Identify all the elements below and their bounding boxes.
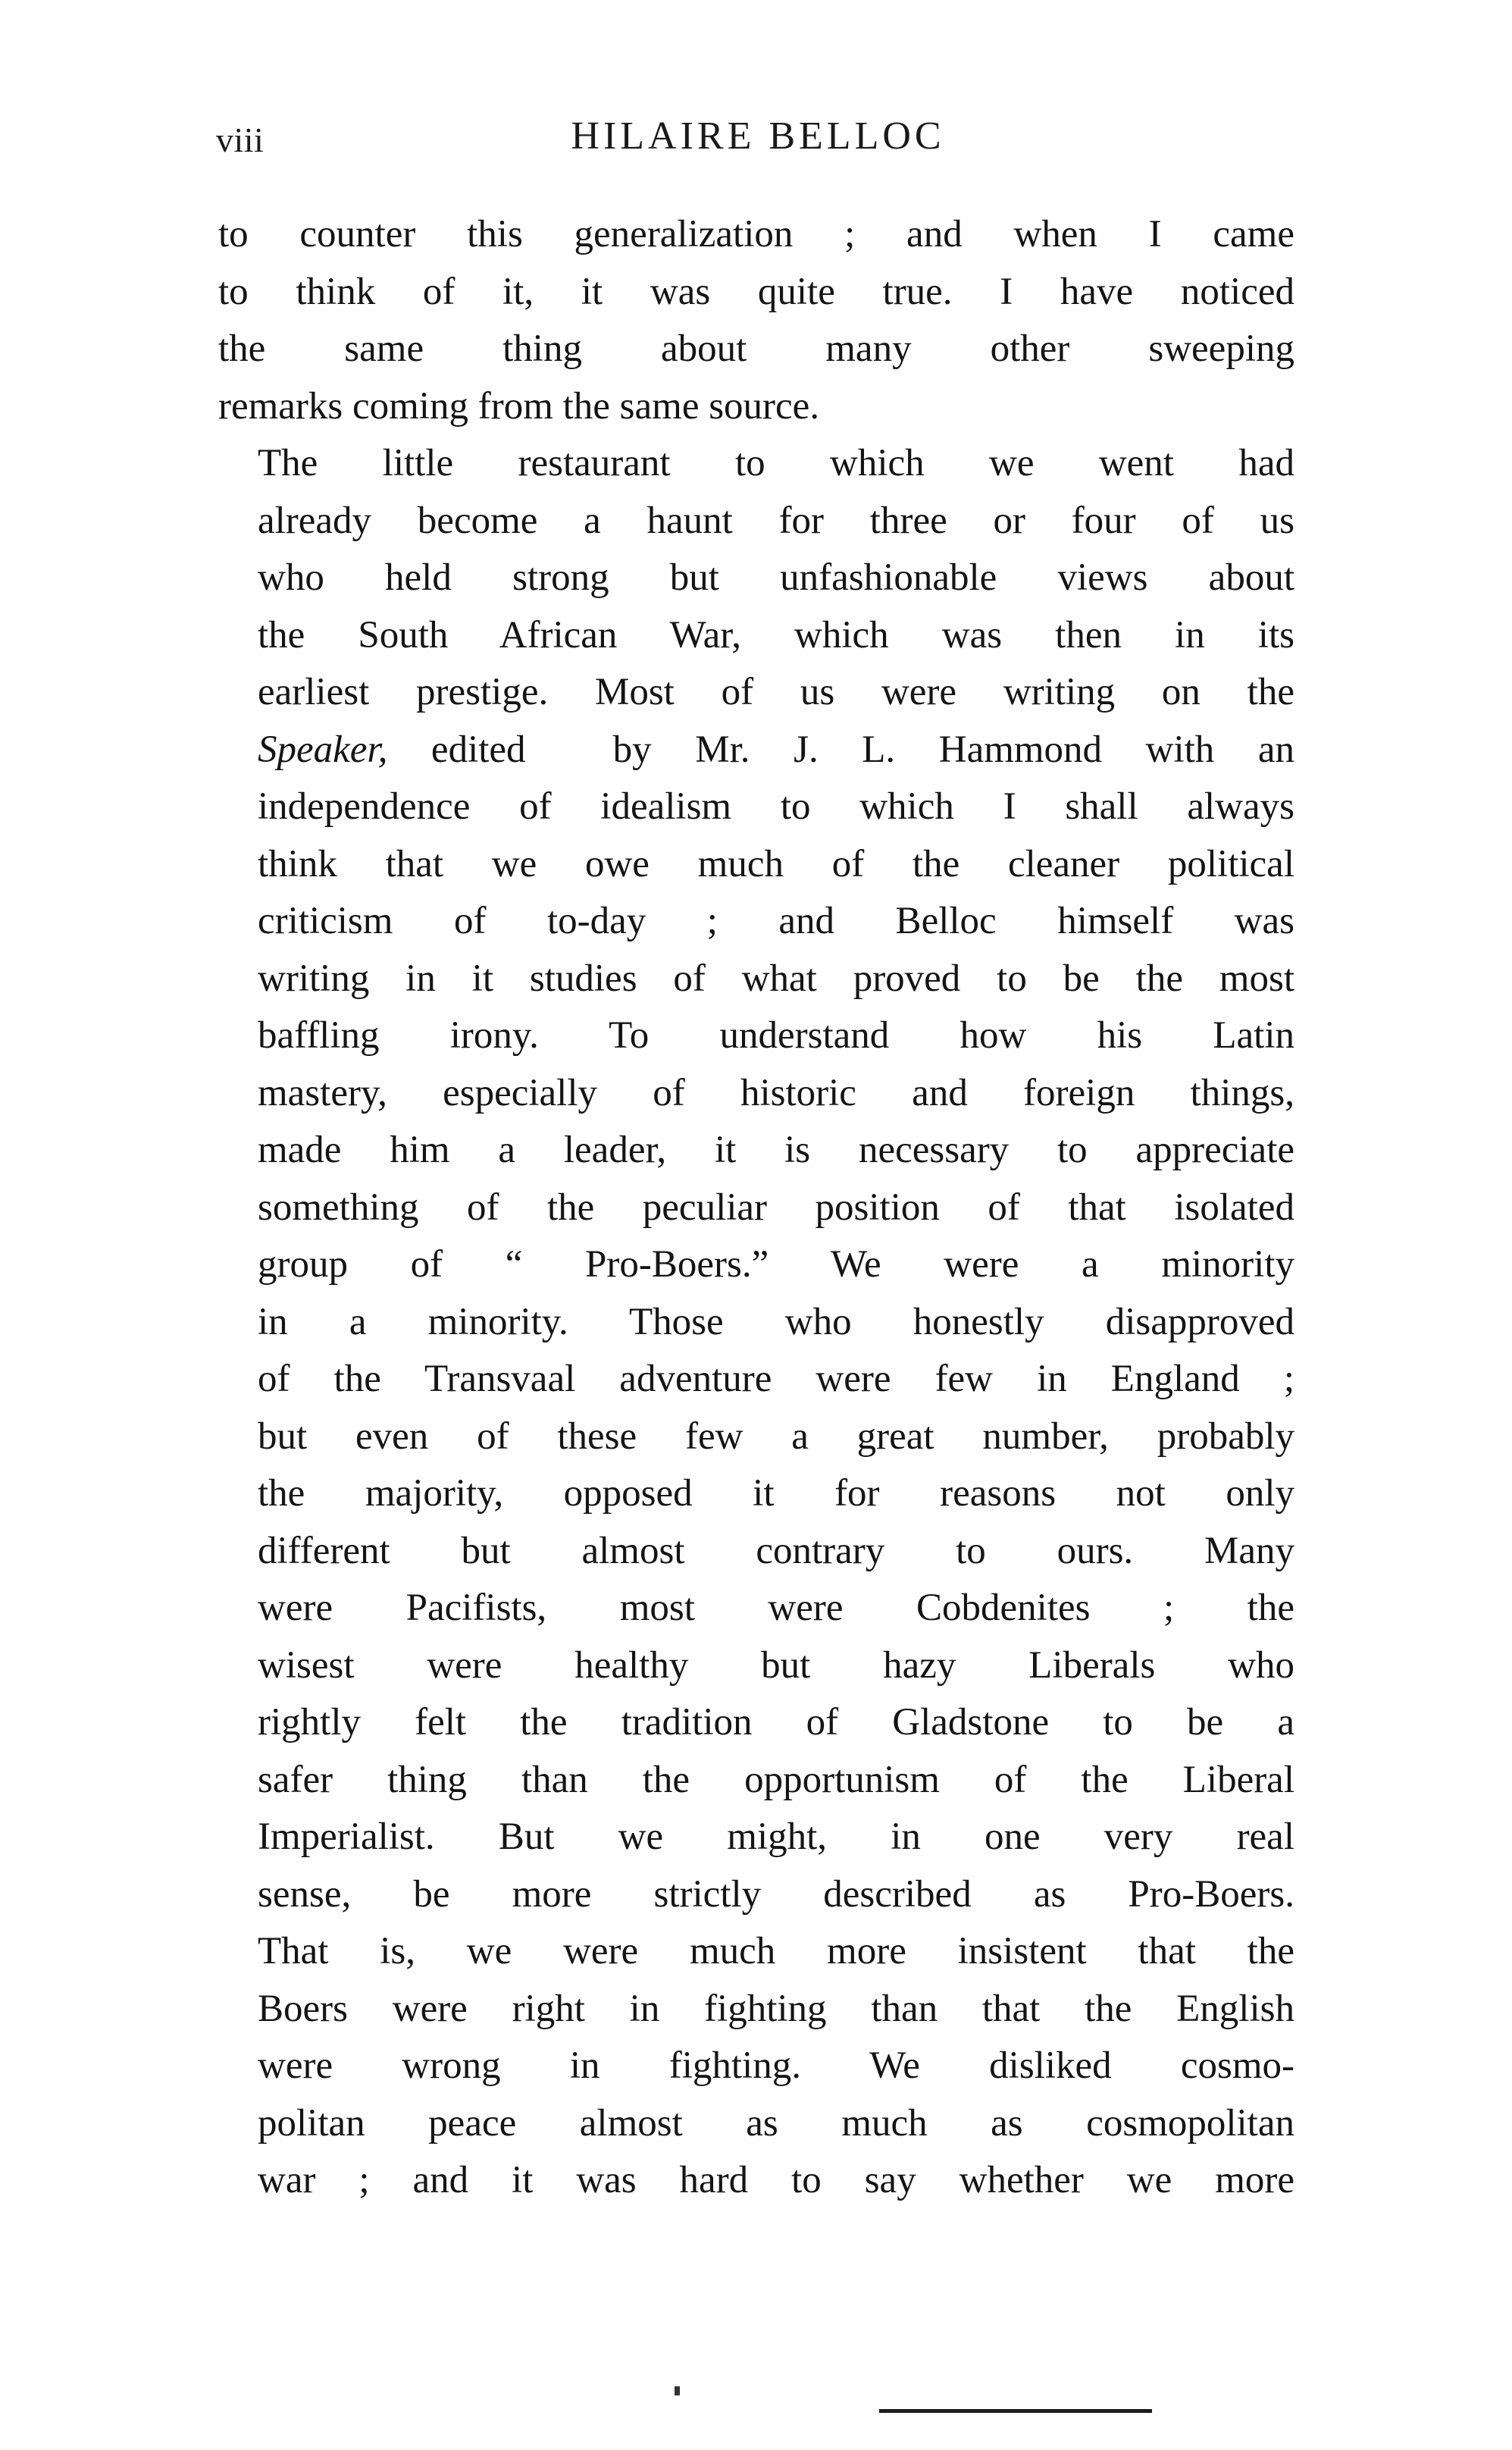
bottom-rule [879, 2409, 1152, 2413]
text-line: already become a haunt for three or four of us [258, 499, 1294, 542]
body-text [218, 206, 1294, 2210]
text-line: group of “ Pro-Boers.” We were a minority [258, 1243, 1294, 1286]
text-line: to counter this generalization ; and when I came [218, 213, 1294, 255]
paragraph-1 [218, 206, 1294, 435]
text-line: wisest were healthy but hazy Liberals who [258, 1643, 1294, 1687]
text-line: independence of idealism to which I shall always [258, 785, 1294, 828]
text-line: were Pacifists, most were Cobdenites ; the [258, 1587, 1294, 1629]
text-line: safer thing than the opportunism of the Liberal [258, 1758, 1294, 1801]
text-line: were wrong in fighting. We disliked cosmo- [258, 2044, 1294, 2087]
text-line: criticism of to-day ; and Belloc himself was [258, 900, 1294, 942]
text-line: politan peace almost as much as cosmopolitan [258, 2101, 1294, 2145]
text-line: different but almost contrary to ours. Many [258, 1529, 1294, 1572]
text-line: That is, we were much more insistent that the [258, 1930, 1294, 1972]
running-head: HILAIRE BELLOC [571, 114, 945, 158]
text-line: the same thing about many other sweeping [218, 327, 1294, 370]
text-line: think that we owe much of the cleaner political [258, 842, 1294, 885]
page-number: viii [216, 121, 265, 159]
paragraph-2 [218, 435, 1294, 2210]
text-line: something of the peculiar position of that isolated [258, 1186, 1294, 1229]
text-line: writing in it studies of what proved to be the most [258, 957, 1294, 1000]
text-line: the majority, opposed it for reasons not only [258, 1472, 1294, 1515]
text-line: of the Transvaal adventure were few in England ; [258, 1358, 1294, 1400]
text-line: in a minority. Those who honestly disapproved [258, 1300, 1294, 1343]
text-line-italic-lead: Speaker, edited by Mr. J. L. Hammond with an [258, 728, 1294, 771]
text-line: baffling irony. To understand how his Latin [258, 1014, 1294, 1057]
text-line: sense, be more strictly described as Pro-Boers. [258, 1872, 1294, 1916]
text-line: who held strong but unfashionable views about [258, 556, 1294, 599]
text-line: war ; and it was hard to say whether we more [258, 2159, 1294, 2201]
page-tick-mark [675, 2386, 680, 2395]
text-line: earliest prestige. Most of us were writing on the [258, 671, 1294, 713]
text-line: the South African War, which was then in its [258, 613, 1294, 656]
text-line: Boers were right in fighting than that the English [258, 1987, 1294, 2030]
text-line: The little restaurant to which we went had [258, 442, 1294, 484]
text-line: remarks coming from the same source. [218, 384, 820, 428]
text-line: rightly felt the tradition of Gladstone to be a [258, 1701, 1294, 1744]
text-line: to think of it, it was quite true. I have noticed [218, 270, 1294, 313]
text-line: but even of these few a great number, probably [258, 1415, 1294, 1458]
text-line: Imperialist. But we might, in one very real [258, 1816, 1294, 1858]
page-header [216, 114, 1300, 167]
text-line: mastery, especially of historic and foreign things, [258, 1071, 1294, 1114]
text-line: made him a leader, it is necessary to appreciate [258, 1129, 1294, 1171]
book-title-speaker: Speaker, [258, 728, 388, 771]
